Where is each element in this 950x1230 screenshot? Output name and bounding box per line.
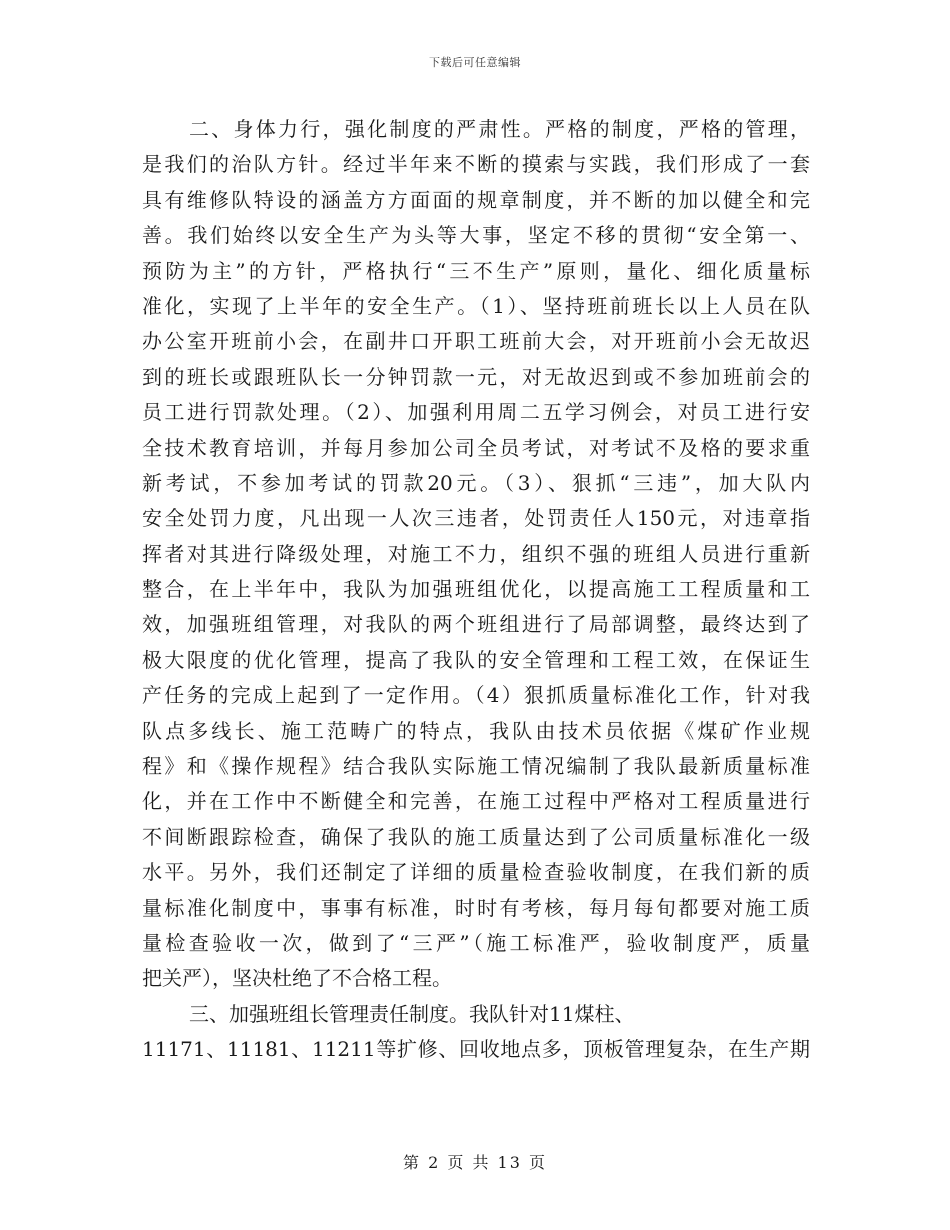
text-line: 准化，实现了上半年的安全生产。（1）、坚持班前班长以上人员在队: [142, 293, 810, 318]
text-line: 善。我们始终以安全生产为头等大事，坚定不移的贯彻“安全第一、: [142, 223, 810, 248]
text-line: 全技术教育培训，并每月参加公司全员考试，对考试不及格的要求重: [142, 435, 810, 460]
text-line: 产任务的完成上起到了一定作用。（4）狠抓质量标准化工作，针对我: [142, 683, 810, 708]
text-line: 二、身体力行，强化制度的严肃性。严格的制度，严格的管理，: [189, 117, 810, 141]
text-line: 队点多线长、施工范畴广的特点，我队由技术员依据《煤矿作业规: [142, 718, 810, 743]
page-number-footer: 第 2 页 共 13 页: [403, 1153, 547, 1172]
text-line: 化，并在工作中不断健全和完善，在施工过程中严格对工程质量进行: [142, 789, 810, 814]
text-line: 办公室开班前小会，在副井口开职工班前大会，对开班前小会无故迟: [142, 329, 810, 354]
text-line: 挥者对其进行降级处理，对施工不力，组织不强的班组人员进行重新: [142, 541, 810, 566]
text-line: 程》和《操作规程》结合我队实际施工情况编制了我队最新质量标准: [142, 754, 810, 779]
text-line: 极大限度的优化管理，提高了我队的安全管理和工程工效，在保证生: [142, 647, 810, 672]
text-line: 安全处罚力度，凡出现一人次三违者，处罚责任人150元，对违章指: [142, 506, 810, 531]
text-line: 整合，在上半年中，我队为加强班组优化，以提高施工工程质量和工: [142, 577, 810, 602]
text-line: 量标准化制度中，事事有标准，时时有考核，每月每旬都要对施工质: [142, 895, 810, 920]
text-line: 到的班长或跟班队长一分钟罚款一元，对无故迟到或不参加班前会的: [142, 364, 810, 389]
text-line: 11171、11181、11211等扩修、回收地点多，顶板管理复杂，在生产期: [142, 1037, 810, 1062]
text-line: 效，加强班组管理，对我队的两个班组进行了局部调整，最终达到了: [142, 612, 810, 637]
text-line: 是我们的治队方针。经过半年来不断的摸索与实践，我们形成了一套: [142, 152, 810, 177]
document-body: [142, 112, 810, 1068]
text-line: 量检查验收一次，做到了“三严”（施工标准严，验收制度严，质量: [142, 930, 810, 955]
text-line: 员工进行罚款处理。（2）、加强利用周二五学习例会，对员工进行安: [142, 400, 810, 425]
text-line: 具有维修队特设的涵盖方方面面的规章制度，并不断的加以健全和完: [142, 187, 810, 212]
text-line: 新考试，不参加考试的罚款20元。（3）、狠抓“三违”，加大队内: [142, 470, 810, 495]
text-line: 把关严），坚决杜绝了不合格工程。: [142, 966, 452, 991]
text-line: 水平。另外，我们还制定了详细的质量检查验收制度，在我们新的质: [142, 860, 810, 885]
text-line: 三、加强班组长管理责任制度。我队针对11煤柱、: [189, 1001, 635, 1026]
page-header-note: 下载后可任意编辑: [429, 56, 521, 69]
text-line: 预防为主”的方针，严格执行“三不生产”原则，量化、细化质量标: [142, 258, 810, 283]
text-line: 不间断跟踪检查，确保了我队的施工质量达到了公司质量标准化一级: [142, 824, 810, 849]
